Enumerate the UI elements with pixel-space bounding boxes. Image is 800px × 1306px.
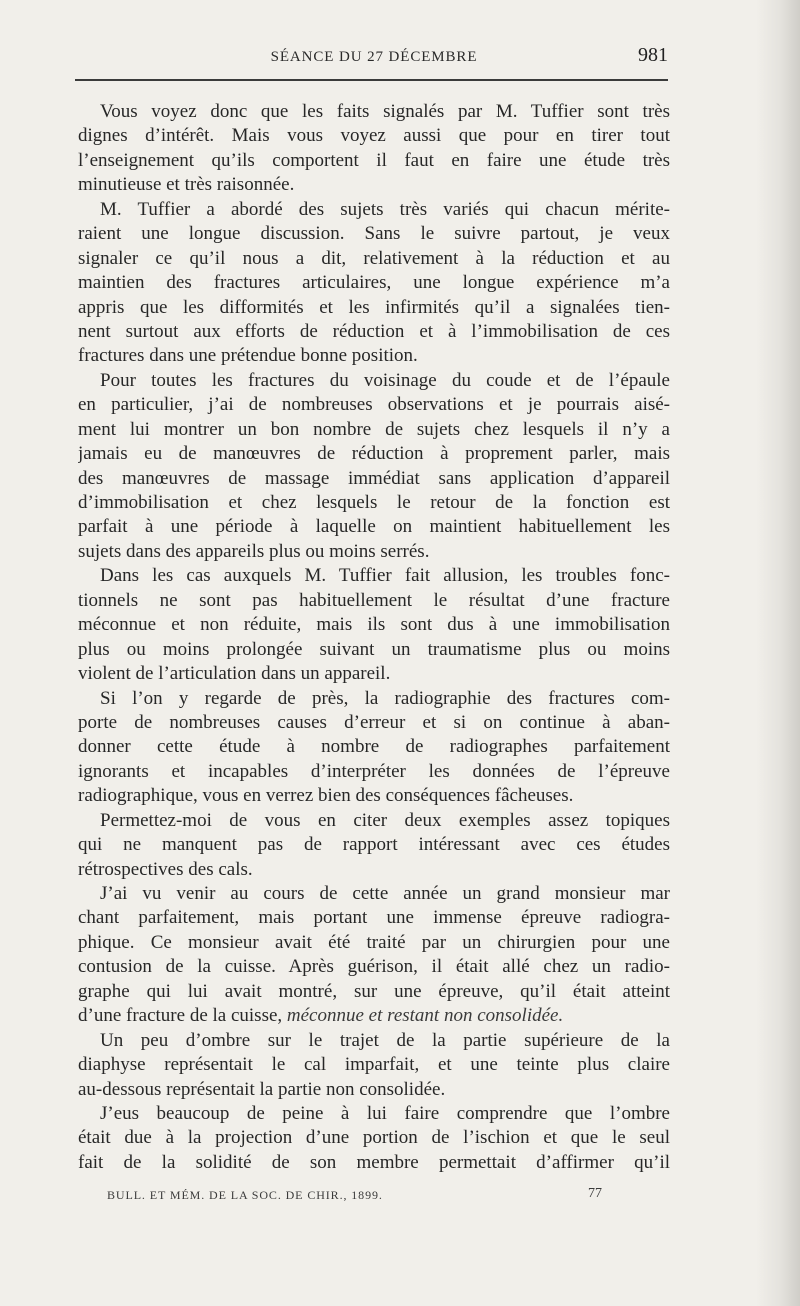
text-line: parfait à une période à laquelle on maintient habituellement les — [78, 516, 670, 538]
signature-mark: 77 — [588, 1186, 602, 1201]
text-line: violent de l’articulation dans un appareil. — [78, 663, 391, 685]
text-line: radiographique, vous en verrez bien des conséquences fâcheuses. — [78, 785, 574, 807]
text-line: Dans les cas auxquels M. Tuffier fait allusion, les troubles fonc- — [100, 565, 670, 587]
text-line: fractures dans une prétendue bonne position. — [78, 345, 418, 367]
text-line: phique. Ce monsieur avait été traité par un chirurgien pour une — [78, 931, 670, 953]
text-line: contusion de la cuisse. Après guérison, il était allé chez un radio- — [78, 956, 670, 978]
paragraph — [78, 198, 670, 369]
text-line: porte de nombreuses causes d’erreur et si on continue à aban- — [78, 711, 670, 733]
italic-phrase: méconnue et restant non consolidée. — [286, 1005, 564, 1027]
body-text — [78, 100, 670, 1175]
text-line: méconnue et non réduite, mais ils sont dus à une immobilisation — [78, 614, 670, 636]
text-line: graphe qui lui avait montré, sur une épreuve, qu’il était atteint — [78, 980, 670, 1002]
text-line: fait de la solidité de son membre permettait d’affirmer qu’il — [78, 1151, 670, 1173]
text-line: Si l’on y regarde de près, la radiographie des fractures com- — [100, 687, 670, 709]
text-line: chant parfaitement, mais portant une immense épreuve radiogra- — [78, 907, 670, 929]
text-line: M. Tuffier a abordé des sujets très variés qui chacun mérite- — [100, 198, 670, 220]
paragraph — [78, 100, 670, 198]
text-line: au-dessous représentait la partie non consolidée. — [78, 1078, 446, 1100]
text-line: était due à la projection d’une portion de l’ischion et que le seul — [78, 1127, 670, 1149]
text-line: J’ai vu venir au cours de cette année un grand monsieur mar — [100, 883, 670, 904]
text-line: en particulier, j’ai de nombreuses observations et je pourrais aisé- — [78, 394, 670, 416]
text-line: signaler ce qu’il nous a dit, relativement à la réduction et au — [78, 247, 670, 269]
text-line: raient une longue discussion. Sans le suivre partout, je veux — [78, 223, 670, 245]
text-line: tionnels ne sont pas habituellement le résultat d’une fracture — [78, 589, 670, 611]
paragraph — [78, 564, 670, 686]
header-rule — [75, 79, 668, 81]
text-line: ment lui montrer un bon nombre de sujets chez lesquels il n’y a — [78, 418, 670, 440]
text-line: sujets dans des appareils plus ou moins serrés. — [78, 540, 430, 562]
text-line: qui ne manquent pas de rapport intéressant avec ces études — [78, 834, 670, 856]
paragraph — [78, 809, 670, 882]
paragraph — [78, 1029, 670, 1102]
text-segment: d’une fracture de la cuisse, — [78, 1005, 283, 1027]
text-line: Pour toutes les fractures du voisinage du coude et de l’épaule — [100, 369, 670, 391]
text-line: Permettez-moi de vous en citer deux exemples assez topiques — [100, 809, 670, 831]
running-title: SÉANCE DU 27 DÉCEMBRE — [270, 49, 478, 65]
footer-citation: BULL. ET MÉM. DE LA SOC. DE CHIR., 1899. — [107, 1188, 383, 1202]
text-line: nent surtout aux efforts de réduction et à l’immobilisation de ces — [78, 320, 670, 342]
page-number: 981 — [638, 44, 668, 66]
text-line: diaphyse représentait le cal imparfait, et une teinte plus claire — [78, 1054, 670, 1076]
text-line: Un peu d’ombre sur le trajet de la partie supérieure de la — [100, 1029, 670, 1051]
text-line: Vous voyez donc que les faits signalés par M. Tuffier sont très — [100, 101, 670, 122]
text-line: l’enseignement qu’ils comportent il faut en faire une étude très — [78, 149, 670, 171]
text-line: des manœuvres de massage immédiat sans application d’appareil — [78, 467, 670, 489]
text-line: d’immobilisation et chez lesquels le retour de la fonction est — [78, 492, 670, 513]
paragraph — [78, 1102, 670, 1175]
text-line: donner cette étude à nombre de radiographes parfaitement — [78, 736, 670, 758]
paragraph — [78, 687, 670, 809]
text-line — [78, 1004, 670, 1028]
paragraph — [78, 882, 670, 1029]
text-line: ignorants et incapables d’interpréter les données de l’épreuve — [78, 760, 670, 782]
scan-edge-shadow — [756, 0, 800, 1306]
text-line: J’eus beaucoup de peine à lui faire comprendre que l’ombre — [100, 1102, 670, 1124]
text-line: appris que les difformités et les infirmités qu’il a signalées tien- — [78, 296, 670, 318]
text-line: jamais eu de manœuvres de réduction à proprement parler, mais — [78, 443, 670, 465]
text-line: maintien des fractures articulaires, une longue expérience m’a — [78, 272, 670, 294]
text-line: minutieuse et très raisonnée. — [78, 174, 295, 196]
text-line: rétrospectives des cals. — [78, 858, 253, 880]
paragraph — [78, 369, 670, 565]
text-line: plus ou moins prolongée suivant un traumatisme plus ou moins — [78, 638, 670, 660]
text-line: dignes d’intérêt. Mais vous voyez aussi que pour en tirer tout — [78, 125, 670, 147]
